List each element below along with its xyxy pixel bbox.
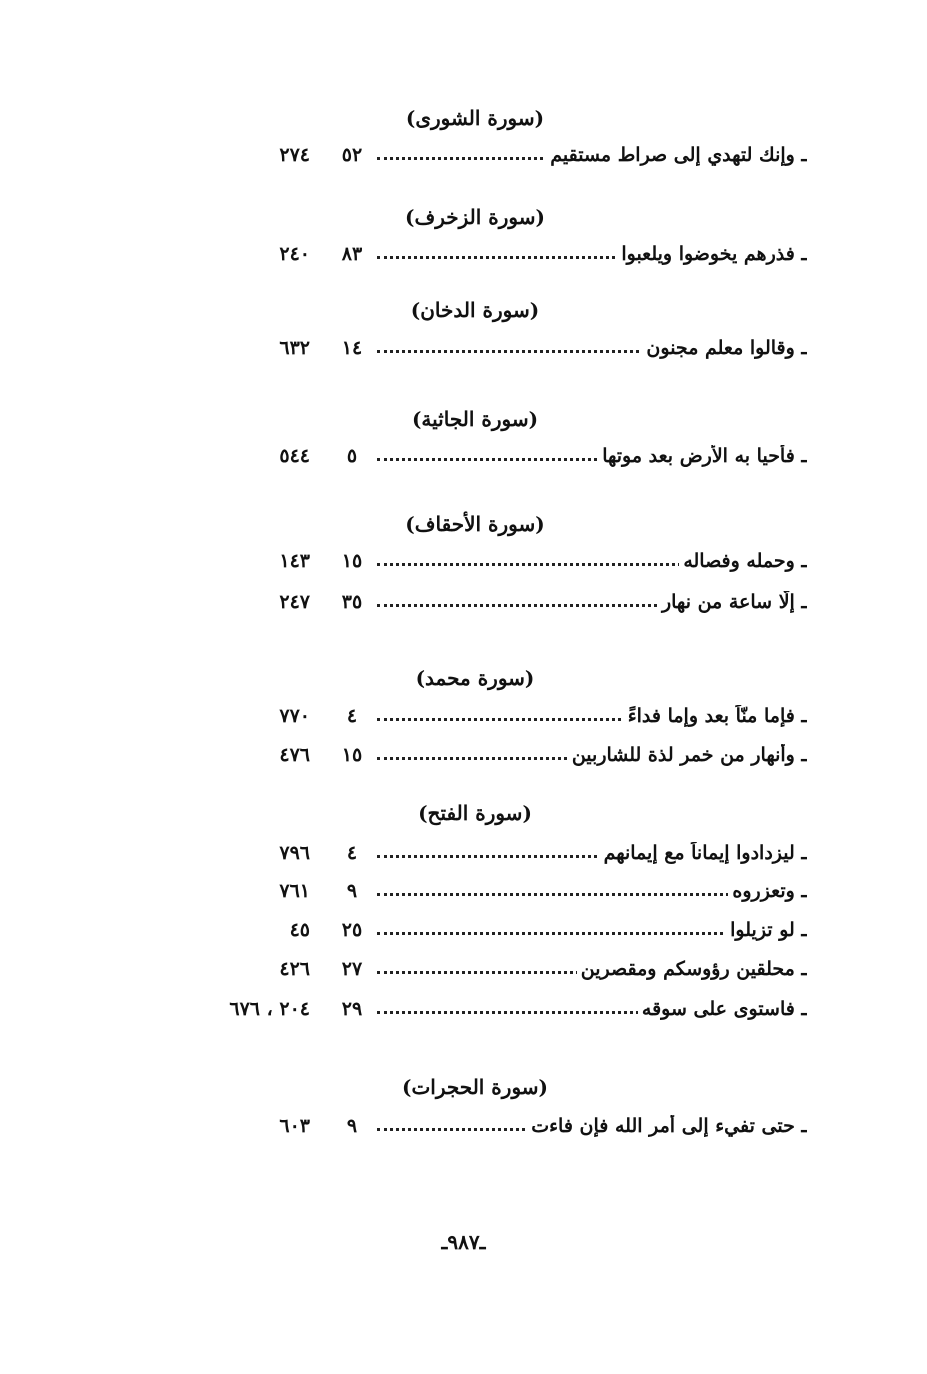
- index-entry: [0, 337, 927, 367]
- index-entry: [0, 998, 927, 1028]
- verse-text: ـ حتى تفيء إلى أمر الله فإن فاءت: [377, 1115, 807, 1137]
- verse-text: ـ محلقين رؤوسكم ومقصرين: [377, 958, 807, 980]
- verse-text: ـ ليزدادوا إيماناً مع إيمانهم: [377, 842, 807, 864]
- section-heading: (سورة محمد): [415, 666, 535, 690]
- page-references: ٧٩٦: [279, 842, 310, 864]
- verse-text: ـ لو تزيلوا: [377, 919, 807, 941]
- page-references: ٥٤٤: [279, 445, 310, 467]
- verse-text: ـ إلّا ساعة من نهار: [377, 591, 807, 613]
- ayah-number: ٥٢: [341, 144, 363, 166]
- ayah-number: ٢٧: [341, 958, 363, 980]
- page-references: ٦٣٢: [279, 337, 310, 359]
- section-heading: (سورة الدخان): [410, 298, 540, 322]
- index-entry: [0, 705, 927, 735]
- page-references: ٧٧٠: [279, 705, 310, 727]
- verse-text: ـ وحمله وفصاله: [377, 550, 807, 572]
- page-references: ٤٧٦: [279, 744, 310, 766]
- section-heading: (سورة الزخرف): [405, 205, 545, 229]
- ayah-number: ٤: [346, 842, 358, 864]
- ayah-number: ٥: [346, 445, 358, 467]
- page-references: ٢٤٠: [279, 243, 310, 265]
- page-references: ٢٠٤ ، ٦٧٦: [229, 998, 310, 1020]
- ayah-number: ٩: [346, 1115, 358, 1137]
- verse-text: ـ وقالوا معلم مجنون: [377, 337, 807, 359]
- verse-text: ـ وتعزروه: [377, 880, 807, 902]
- page-references: ٤٢٦: [279, 958, 310, 980]
- ayah-number: ١٥: [341, 550, 363, 572]
- ayah-number: ٩: [346, 880, 358, 902]
- page-number: ـ٩٨٧ـ: [441, 1230, 486, 1254]
- verse-text: ـ فذرهم يخوضوا ويلعبوا: [377, 243, 807, 265]
- index-entry: [0, 880, 927, 910]
- section-heading: (سورة الفتح): [418, 801, 532, 825]
- ayah-number: ٨٣: [341, 243, 363, 265]
- section-heading: (سورة الجاثية): [411, 407, 539, 431]
- section-heading: (سورة الأحقاف): [405, 512, 545, 536]
- index-entry: [0, 591, 927, 621]
- page-references: ٢٧٤: [279, 144, 310, 166]
- verse-text: ـ وإنك لتهدي إلى صراط مستقيم: [377, 144, 807, 166]
- verse-text: ـ وأنهار من خمر لذة للشاربين: [377, 744, 807, 766]
- page-references: ٤٥: [289, 919, 310, 941]
- ayah-number: ٤: [346, 705, 358, 727]
- index-entry: [0, 744, 927, 774]
- ayah-number: ٣٥: [341, 591, 363, 613]
- index-entry: [0, 842, 927, 872]
- page-references: ٢٤٧: [279, 591, 310, 613]
- verse-text: ـ فأحيا به الأرض بعد موتها: [377, 445, 807, 467]
- page-references: ٦٠٣: [279, 1115, 310, 1137]
- index-entry: [0, 445, 927, 475]
- page-references: ٧٦١: [279, 880, 310, 902]
- ayah-number: ١٤: [341, 337, 363, 359]
- verse-text: ـ فإما منّاً بعد وإما فداءً: [377, 705, 807, 727]
- index-entry: [0, 919, 927, 949]
- section-heading: (سورة الشورى): [405, 106, 545, 130]
- index-entry: [0, 243, 927, 273]
- index-entry: [0, 550, 927, 580]
- page-references: ١٤٣: [279, 550, 310, 572]
- verse-text: ـ فاستوى على سوقه: [377, 998, 807, 1020]
- ayah-number: ٢٩: [341, 998, 363, 1020]
- index-entry: [0, 1115, 927, 1145]
- section-heading: (سورة الحجرات): [401, 1075, 548, 1099]
- index-entry: [0, 958, 927, 988]
- ayah-number: ١٥: [341, 744, 363, 766]
- ayah-number: ٢٥: [341, 919, 363, 941]
- index-entry: [0, 144, 927, 174]
